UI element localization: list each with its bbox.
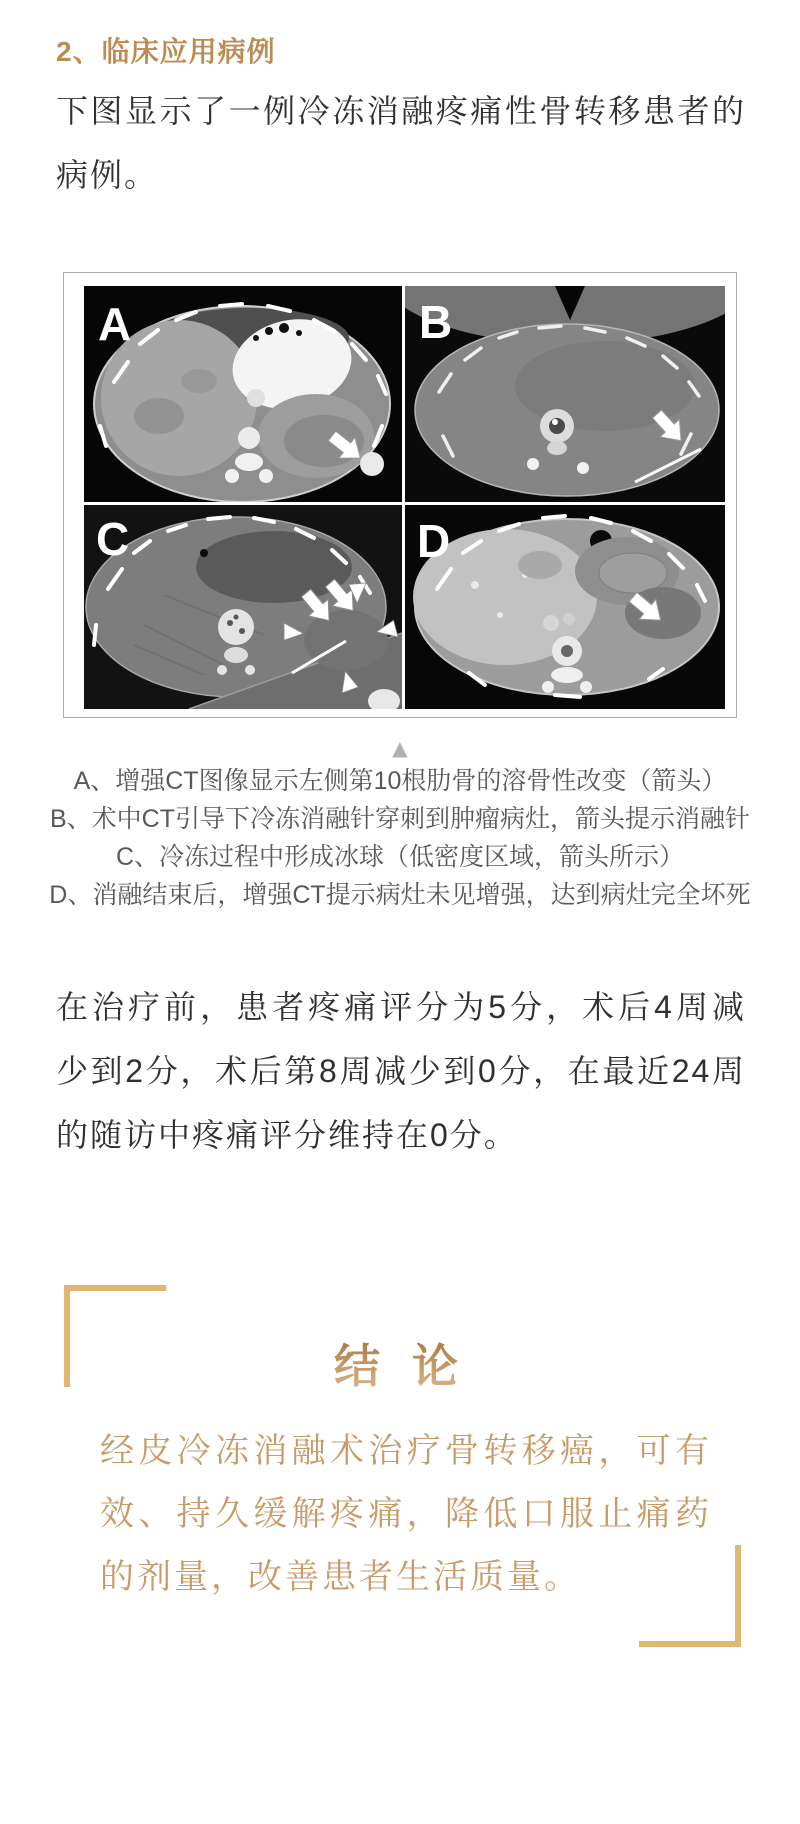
ct-panel-c — [84, 505, 402, 709]
caption-line-a: A、增强CT图像显示左侧第10根肋骨的溶骨性改变（箭头） — [73, 767, 727, 795]
conclusion-line: 效、持久缓解疼痛，降低口服止痛药 — [100, 1495, 712, 1533]
conclusion-line: 经皮冷冻消融术治疗骨转移癌，可有 — [100, 1432, 712, 1470]
ct-figure-box — [63, 272, 737, 718]
intro-line: 下图显示了一例冷冻消融疼痛性骨转移患者的 — [56, 93, 746, 129]
panel-label-d: D — [417, 515, 451, 567]
panel-label-a: A — [98, 298, 132, 350]
result-line: 的随访中疼痛评分维持在0分。 — [56, 1117, 518, 1153]
result-paragraph — [56, 975, 746, 1167]
iceball-region — [304, 610, 388, 670]
panel-label-b: B — [419, 296, 453, 348]
ct-image-collage — [84, 286, 725, 709]
panel-divider-vertical — [402, 286, 405, 709]
conclusion-title: 结 论 — [0, 1330, 800, 1396]
result-line: 在治疗前，患者疼痛评分为5分，术后4周减 — [56, 989, 746, 1025]
conclusion-line: 的剂量，改善患者生活质量。 — [100, 1558, 581, 1596]
ct-panel-d — [405, 505, 725, 709]
figure-caption — [0, 762, 800, 914]
intro-line: 病例。 — [56, 157, 159, 193]
intro-paragraph — [56, 79, 746, 207]
ct-panel-a — [84, 286, 402, 502]
panel-label-c: C — [96, 513, 130, 565]
collapse-triangle-icon: ▲ — [392, 736, 408, 760]
ct-panel-b — [380, 286, 725, 502]
panel-divider-horizontal — [84, 502, 725, 505]
caption-line-b: B、术中CT引导下冷冻消融针穿刺到肿瘤病灶，箭头提示消融针 — [49, 805, 750, 833]
caption-line-c: C、冷冻过程中形成冰球（低密度区域，箭头所示） — [115, 843, 685, 871]
result-line: 少到2分，术后第8周减少到0分，在最近24周 — [56, 1053, 746, 1089]
section-heading: 2、临床应用病例 — [56, 36, 276, 67]
caption-line-d: D、消融结束后，增强CT提示病灶未见增强，达到病灶完全坏死 — [49, 881, 751, 909]
conclusion-paragraph — [100, 1420, 712, 1609]
